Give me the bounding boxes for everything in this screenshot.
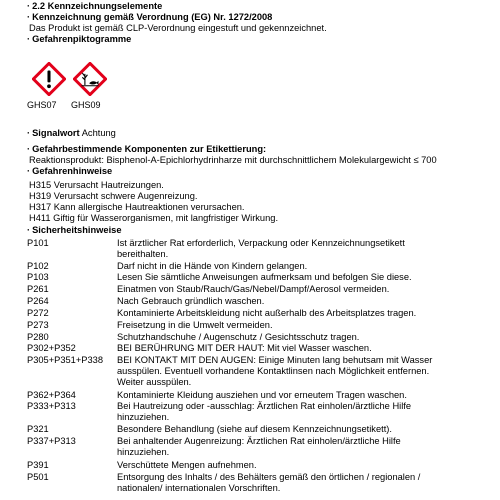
precaution-text: Bei Hautreizung oder -ausschlag: Ärztlichen Rat einholen/ärztliche Hilfe xyxy=(117,401,412,411)
precaution-text: Weiter ausspülen. xyxy=(117,377,192,387)
precaution-text: nationalen/ internationalen Vorschriften. xyxy=(117,483,281,493)
components-text: Reaktionsprodukt: Bisphenol-A-Epichlorhydrinharze mit durchschnittlichem Molekulargewicht ≤ 700 xyxy=(29,155,437,165)
precaution-text: Ist ärztlicher Rat erforderlich, Verpackung oder Kennzeichnungsetikett xyxy=(117,238,405,248)
precaution-text: Besondere Behandlung (siehe auf diesem Kennzeichnungsetikett). xyxy=(117,424,392,434)
components-heading: · Gefahrbestimmende Komponenten zur Etikettierung: xyxy=(27,144,267,154)
signal-word: Achtung xyxy=(81,128,116,138)
precaution-text: bereithalten. xyxy=(117,249,169,259)
hazard-statement-h411: H411 Giftig für Wasserorganismen, mit langfristiger Wirkung. xyxy=(29,213,279,223)
precaution-text: hinzuziehen. xyxy=(117,412,170,422)
hazard-statement-h315: H315 Verursacht Hautreizungen. xyxy=(29,180,164,190)
precaution-code: P391 xyxy=(27,460,49,470)
pictogram-row xyxy=(27,62,117,110)
precaution-text: Entsorgung des Inhalts / des Behälters gemäß den örtlichen / regionalen / xyxy=(117,472,421,482)
precaution-code: P264 xyxy=(27,296,49,306)
precaution-text: BEI KONTAKT MIT DEN AUGEN: Einige Minuten lang behutsam mit Wasser xyxy=(117,355,433,365)
precaution-code: P103 xyxy=(27,272,49,282)
precaution-text: hinzuziehen. xyxy=(117,447,170,457)
precaution-text: Lesen Sie sämtliche Anweisungen aufmerksam und befolgen Sie diese. xyxy=(117,272,412,282)
precaution-code: P273 xyxy=(27,320,49,330)
regulation-heading: · Kennzeichnung gemäß Verordnung (EG) Nr. 1272/2008 xyxy=(27,12,273,22)
precaution-code: P101 xyxy=(27,238,49,248)
precaution-text: Darf nicht in die Hände von Kindern gelangen. xyxy=(117,261,308,271)
precaution-code: P337+P313 xyxy=(27,436,76,446)
precaution-code: P302+P352 xyxy=(27,343,76,353)
signal-word-line: · Signalwort Achtung xyxy=(27,128,116,138)
precaution-code: P272 xyxy=(27,308,49,318)
precaution-code: P261 xyxy=(27,284,49,294)
precaution-text: Einatmen von Staub/Rauch/Gas/Nebel/Dampf/Aerosol vermeiden. xyxy=(117,284,390,294)
signal-word-label: Signalwort xyxy=(32,128,80,138)
precaution-code: P280 xyxy=(27,332,49,342)
precaution-text: Verschüttete Mengen aufnehmen. xyxy=(117,460,257,470)
hazard-statement-h317: H317 Kann allergische Hautreaktionen verursachen. xyxy=(29,202,245,212)
precaution-text: Schutzhandschuhe / Augenschutz / Gesichtsschutz tragen. xyxy=(117,332,360,342)
hazard-heading: · Gefahrenhinweise xyxy=(27,166,113,176)
precaution-code: P102 xyxy=(27,261,49,271)
regulation-text: Das Produkt ist gemäß CLP-Verordnung eingestuft und gekennzeichnet. xyxy=(29,23,327,33)
precaution-code: P501 xyxy=(27,472,49,482)
precaution-code: P305+P351+P338 xyxy=(27,355,103,365)
pictogram-label-ghs09: GHS09 xyxy=(71,100,101,110)
hazard-statement-h319: H319 Verursacht schwere Augenreizung. xyxy=(29,191,198,201)
environment-icon xyxy=(73,62,107,96)
precaution-text: Nach Gebrauch gründlich waschen. xyxy=(117,296,265,306)
pictograms-heading: · Gefahrenpiktogramme xyxy=(27,34,132,44)
precaution-heading: · Sicherheitshinweise xyxy=(27,225,122,235)
exclamation-mark-icon xyxy=(32,62,66,96)
precaution-text: Kontaminierte Kleidung ausziehen und vor erneutem Tragen waschen. xyxy=(117,390,407,400)
precaution-code: P333+P313 xyxy=(27,401,76,411)
pictogram-label-ghs07: GHS07 xyxy=(27,100,57,110)
precaution-text: Bei anhaltender Augenreizung: Ärztlichen Rat einholen/ärztliche Hilfe xyxy=(117,436,401,446)
precaution-text: Freisetzung in die Umwelt vermeiden. xyxy=(117,320,273,330)
precaution-code: P321 xyxy=(27,424,49,434)
precaution-text: Kontaminierte Arbeitskleidung nicht außerhalb des Arbeitsplatzes tragen. xyxy=(117,308,417,318)
precaution-code: P362+P364 xyxy=(27,390,76,400)
section-heading: · 2.2 Kennzeichnungselemente xyxy=(27,1,163,11)
precaution-text: BEI BERÜHRUNG MIT DER HAUT: Mit viel Wasser waschen. xyxy=(117,343,372,353)
precaution-text: ausspülen. Eventuell vorhandene Kontaktlinsen nach Möglichkeit entfernen. xyxy=(117,366,430,376)
